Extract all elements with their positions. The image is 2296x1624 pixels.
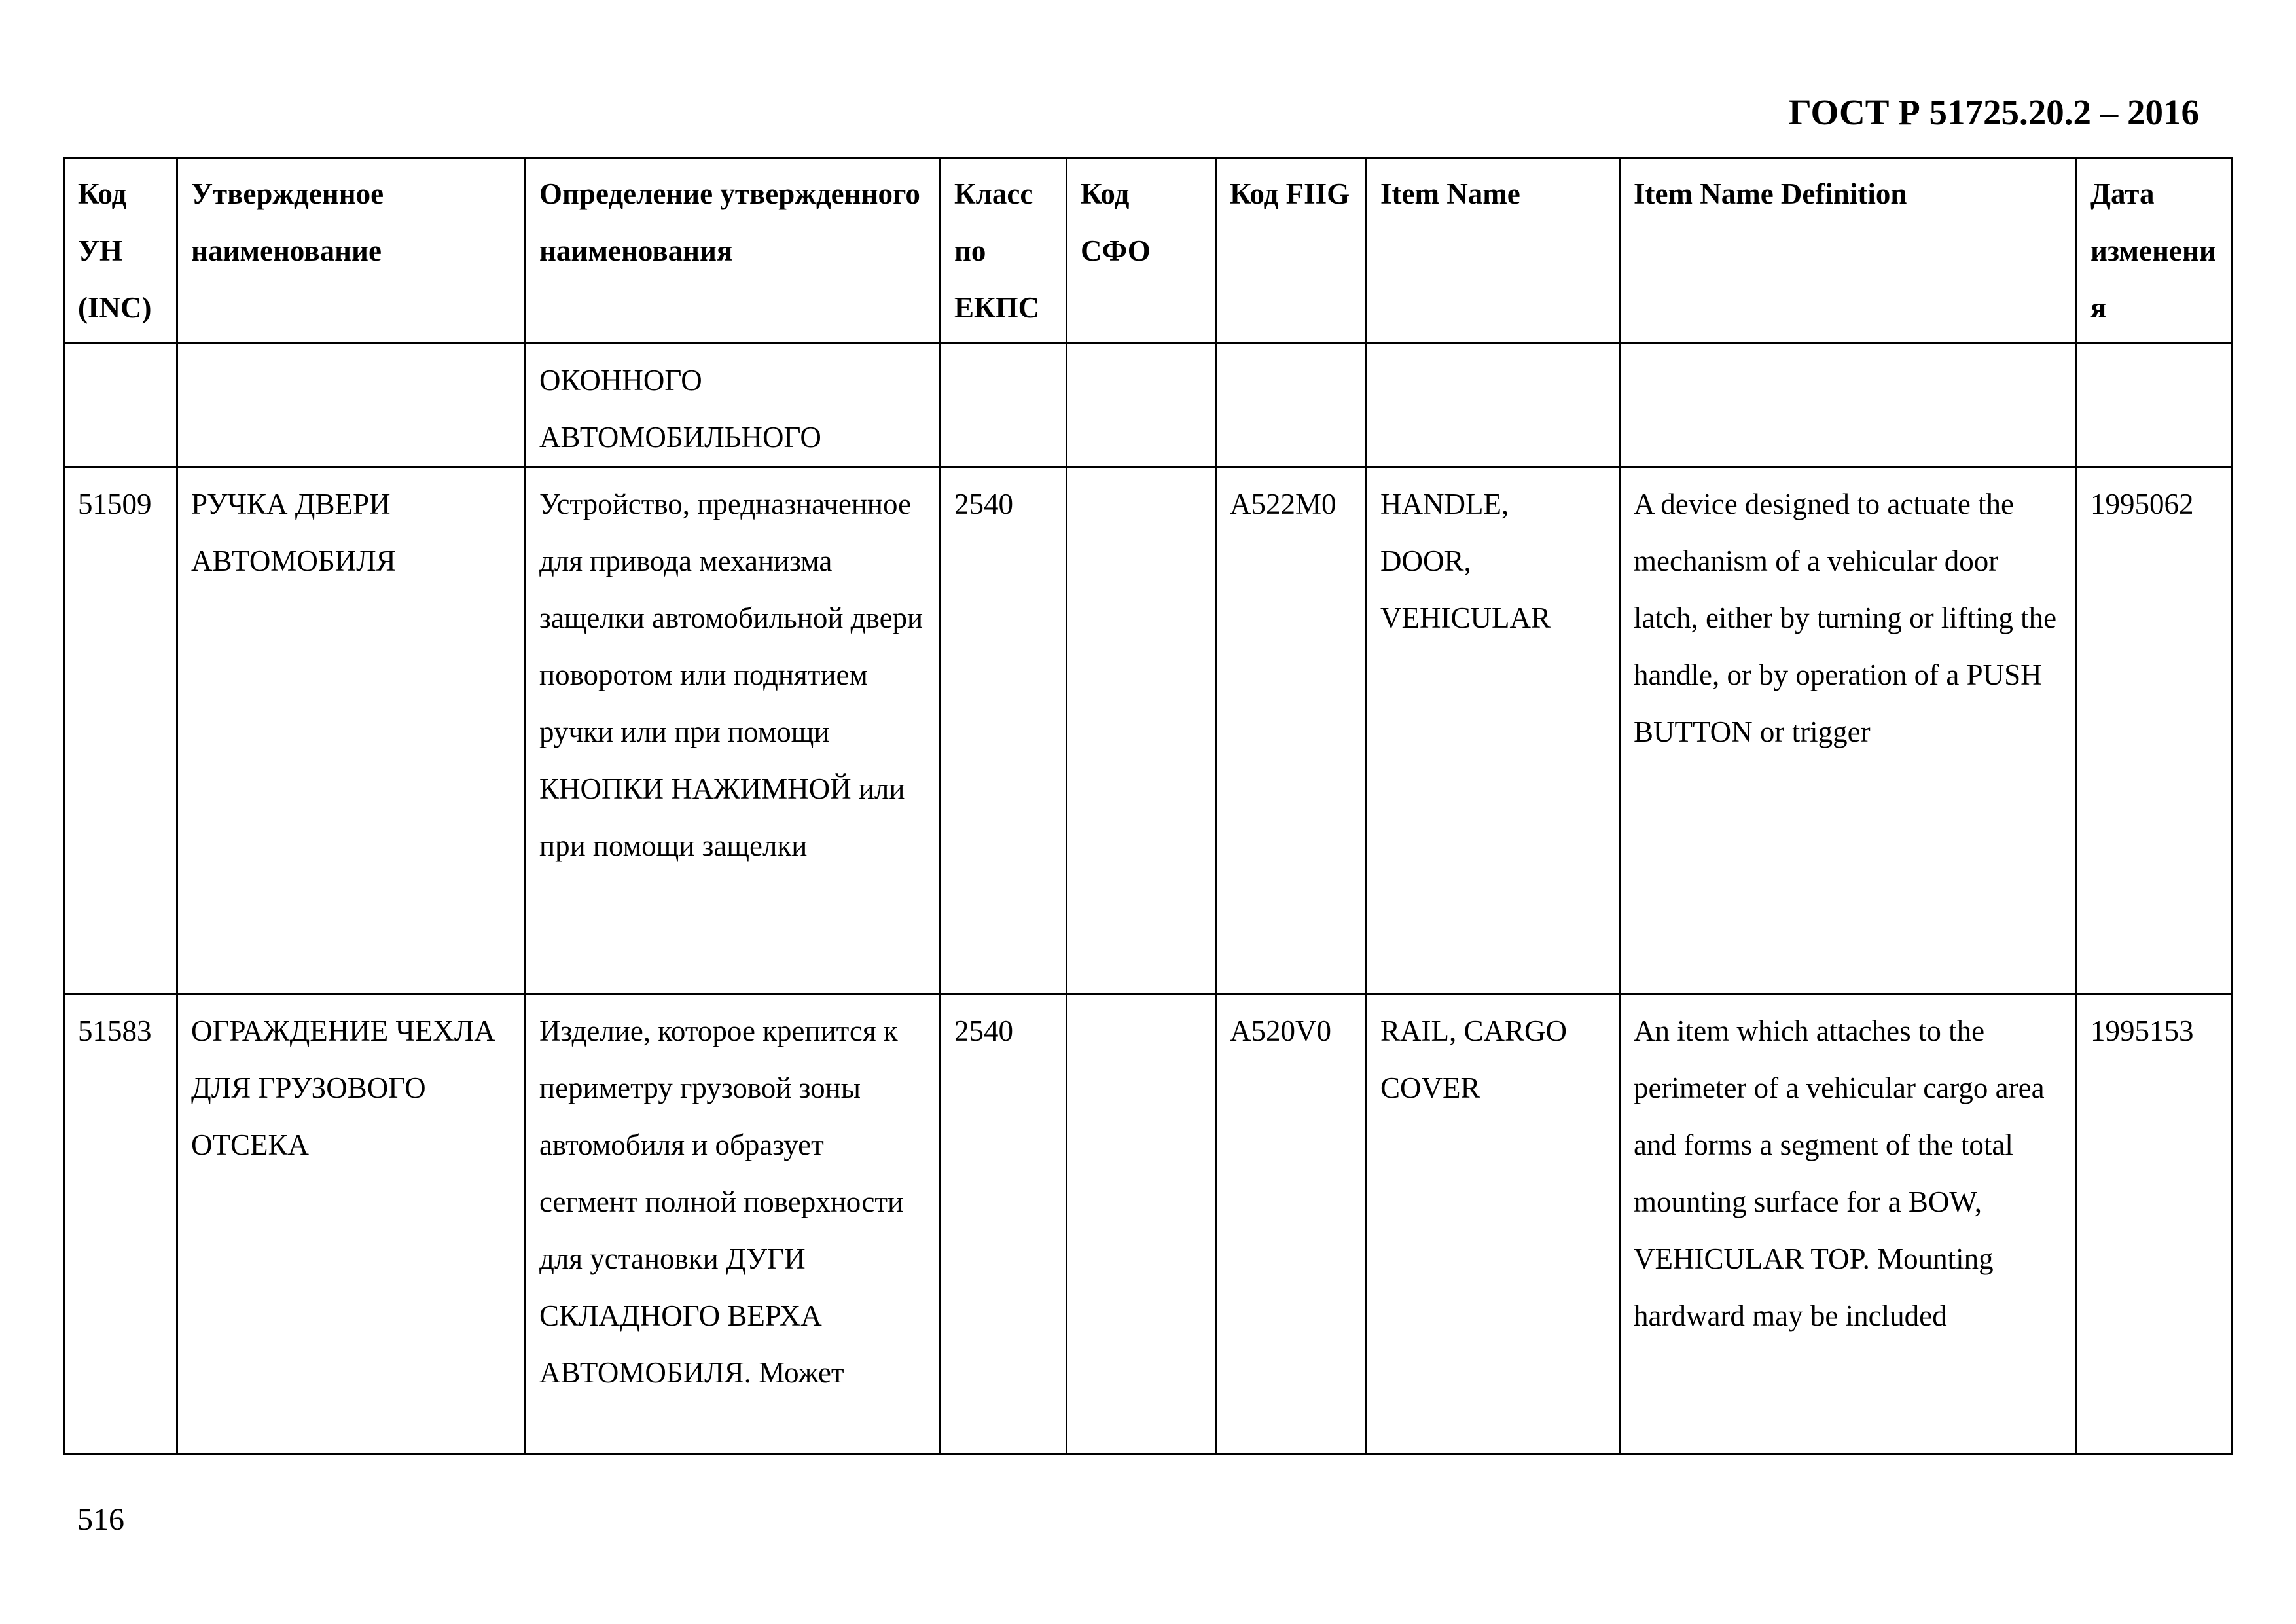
cell-approved-name: РУЧКА ДВЕРИ АВТОМОБИЛЯ bbox=[177, 467, 526, 994]
document-header: ГОСТ Р 51725.20.2 – 2016 bbox=[1788, 92, 2199, 132]
cell-definition: Изделие, которое крепится к периметру грузовой зоны автомобиля и образует сегмент полной поверхности для установки ДУГИ СКЛАДНОГО ВЕРХА АВТОМОБИЛЯ. Может bbox=[526, 994, 941, 1454]
cell-fiig bbox=[1216, 344, 1367, 467]
column-header-inc: Код УН (INC) bbox=[64, 158, 177, 344]
column-header-definition: Определение утвержденного наименования bbox=[526, 158, 941, 344]
cell-inc: 51509 bbox=[64, 467, 177, 994]
cell-definition: ОКОННОГО АВТОМОБИЛЬНОГО bbox=[526, 344, 941, 467]
column-header-item-name: Item Name bbox=[1367, 158, 1620, 344]
cell-approved-name: ОГРАЖДЕНИЕ ЧЕХЛА ДЛЯ ГРУЗОВОГО ОТСЕКА bbox=[177, 994, 526, 1454]
table-header-row bbox=[64, 158, 2232, 344]
column-header-approved-name: Утвержденное наименование bbox=[177, 158, 526, 344]
cell-item-definition: A device designed to actuate the mechanism of a vehicular door latch, either by turning or lifting the handle, or by operation of a PUSH BUTTON or trigger bbox=[1620, 467, 2077, 994]
column-header-sfo: Код СФО bbox=[1067, 158, 1216, 344]
table-row bbox=[64, 467, 2232, 994]
column-header-change-date: Дата изменения bbox=[2077, 158, 2232, 344]
table-row bbox=[64, 344, 2232, 467]
column-header-class: Класс по ЕКПС bbox=[941, 158, 1067, 344]
page-number: 516 bbox=[77, 1502, 124, 1537]
table-row bbox=[64, 994, 2232, 1454]
column-header-fiig: Код FIIG bbox=[1216, 158, 1367, 344]
cell-sfo bbox=[1067, 994, 1216, 1454]
cell-inc bbox=[64, 344, 177, 467]
cell-class bbox=[941, 344, 1067, 467]
cell-item-name bbox=[1367, 344, 1620, 467]
cell-change-date: 1995062 bbox=[2077, 467, 2232, 994]
cell-item-definition bbox=[1620, 344, 2077, 467]
cell-approved-name bbox=[177, 344, 526, 467]
cell-item-name: RAIL, CARGO COVER bbox=[1367, 994, 1620, 1454]
cell-definition: Устройство, предназначенное для привода механизма защелки автомобильной двери поворотом или поднятием ручки или при помощи КНОПКИ НАЖИМНОЙ или при помощи защелки bbox=[526, 467, 941, 994]
column-header-item-name-definition: Item Name Definition bbox=[1620, 158, 2077, 344]
cell-class: 2540 bbox=[941, 467, 1067, 994]
catalog-table bbox=[63, 157, 2233, 1455]
cell-sfo bbox=[1067, 467, 1216, 994]
cell-class: 2540 bbox=[941, 994, 1067, 1454]
cell-change-date: 1995153 bbox=[2077, 994, 2232, 1454]
cell-item-definition: An item which attaches to the perimeter of a vehicular cargo area and forms a segment of the total mounting surface for a BOW, VEHICULAR TOP. Mounting hardward may be included bbox=[1620, 994, 2077, 1454]
cell-change-date bbox=[2077, 344, 2232, 467]
cell-fiig: A522M0 bbox=[1216, 467, 1367, 994]
cell-fiig: A520V0 bbox=[1216, 994, 1367, 1454]
cell-item-name: HANDLE, DOOR, VEHICULAR bbox=[1367, 467, 1620, 994]
cell-sfo bbox=[1067, 344, 1216, 467]
cell-inc: 51583 bbox=[64, 994, 177, 1454]
